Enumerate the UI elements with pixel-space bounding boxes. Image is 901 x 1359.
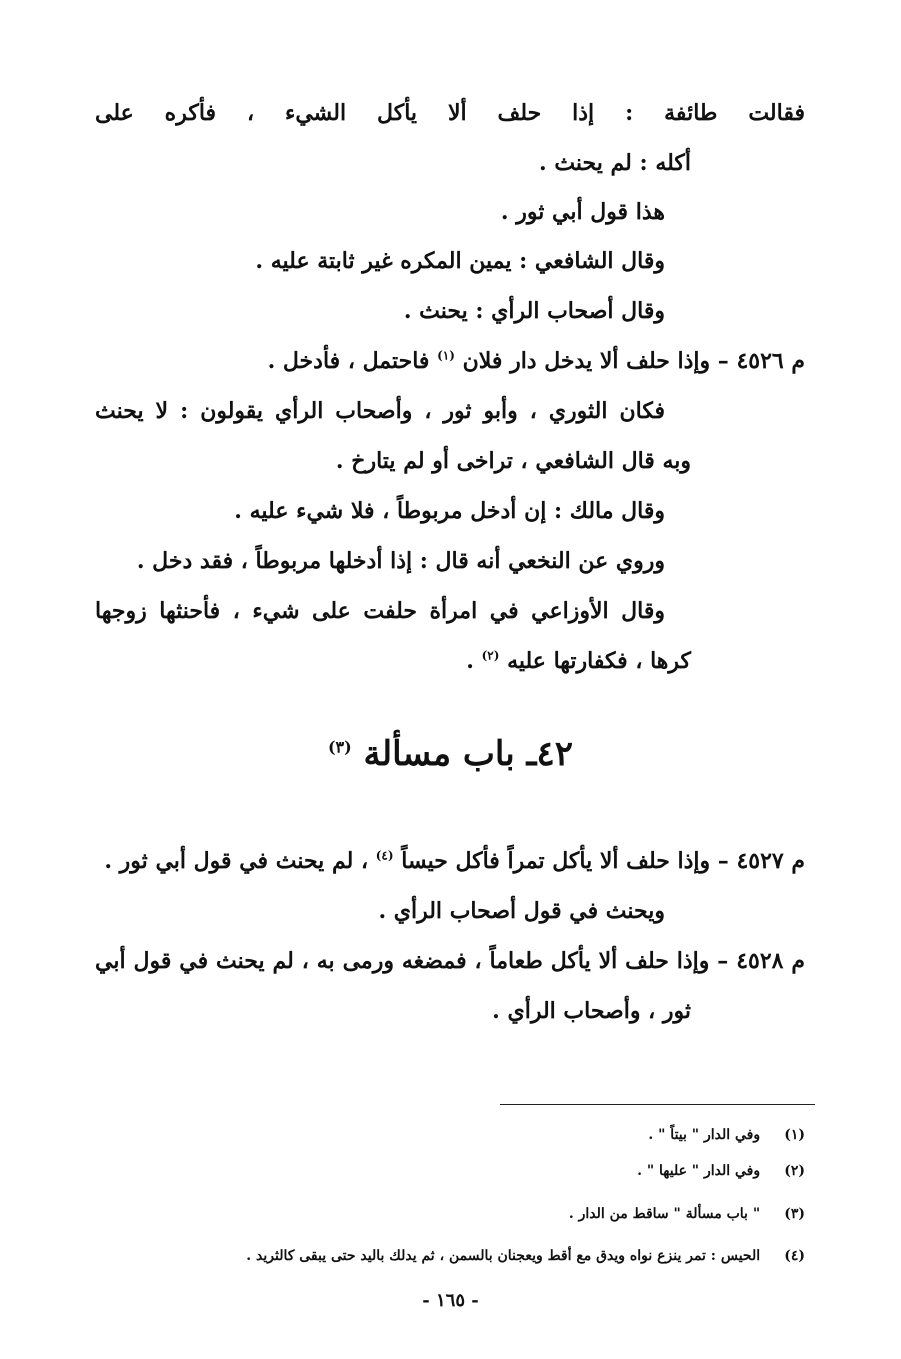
footnote-text: الحيس : تمر ينزع نواه ويدق مع أقط ويعجنان بالسمن ، ثم يدلك باليد حتى يبقى كالثريد . [246, 1248, 761, 1264]
text-span: . [466, 648, 474, 674]
footnote-text: وفي الدار " بيتاً " . [648, 1127, 761, 1143]
text-line: م ٤٥٢٨ – وإذا حلف ألا يأكل طعاماً ، فمضغه ورمى به ، لم يحنث في قول أبي [95, 948, 805, 974]
page-number: - ١٦٥ - [422, 1290, 479, 1311]
text-line: وبه قال الشافعي ، تراخى أو لم يتارخ . [335, 448, 691, 474]
text-line: وقال أصحاب الرأي : يحنث . [403, 298, 665, 324]
footnote-number: (٣) [784, 1206, 805, 1222]
footnote [569, 1203, 805, 1225]
footnote-text: وفي الدار " عليها " . [637, 1163, 761, 1179]
text-span: فاحتمل ، فأدخل . [267, 348, 430, 374]
text-line: ثور ، وأصحاب الرأي . [492, 998, 691, 1024]
text-line: أكله : لم يحنث . [539, 150, 691, 176]
footnote-ref: (٤) [375, 848, 394, 863]
section-heading [0, 732, 901, 776]
footnote-ref: (٢) [481, 648, 500, 663]
footnote-number: (٢) [784, 1163, 805, 1179]
text-span: ، لم يحنث في قول أبي ثور . [104, 848, 369, 874]
text-line: وقال الأوزاعي في امرأة حلفت على شيء ، فأحنثها زوجها [95, 598, 665, 624]
masala-line [104, 846, 805, 876]
text-span: م ٤٥٢٦ – وإذا حلف ألا يدخل دار فلان [462, 348, 805, 374]
footnote-number: (٤) [784, 1248, 805, 1264]
text-line: فقالت طائفة : إذا حلف ألا يأكل الشيء ، فأكره على [95, 100, 805, 126]
text-span: م ٤٥٢٧ – وإذا حلف ألا يأكل تمراً فأكل حيساً [401, 848, 805, 874]
text-line: ويحنث في قول أصحاب الرأي . [378, 898, 665, 924]
text-line: فكان الثوري ، وأبو ثور ، وأصحاب الرأي يقولون : لا يحنث [95, 398, 665, 424]
text-line: هذا قول أبي ثور . [500, 199, 665, 225]
heading-text: ٤٢ـ باب مسألة [363, 734, 574, 774]
footnote-number: (١) [784, 1127, 805, 1143]
text-line: وروي عن النخعي أنه قال : إذا أدخلها مربوطاً ، فقد دخل . [136, 548, 665, 574]
footnote [637, 1160, 805, 1182]
text-line: وقال مالك : إن أدخل مربوطاً ، فلا شيء عليه . [234, 498, 665, 524]
footnote-divider [500, 1104, 815, 1105]
footnote-ref: (٣) [327, 737, 352, 757]
text-line [466, 646, 691, 676]
masala-line [268, 346, 805, 376]
footnote-text: " باب مسألة " ساقط من الدار . [568, 1206, 761, 1222]
footnote [648, 1124, 805, 1146]
footnote-ref: (١) [437, 348, 455, 363]
footnote [246, 1245, 805, 1267]
text-span: كرها ، فكفارتها عليه [507, 648, 691, 674]
text-line: وقال الشافعي : يمين المكره غير ثابتة عليه . [255, 248, 665, 274]
